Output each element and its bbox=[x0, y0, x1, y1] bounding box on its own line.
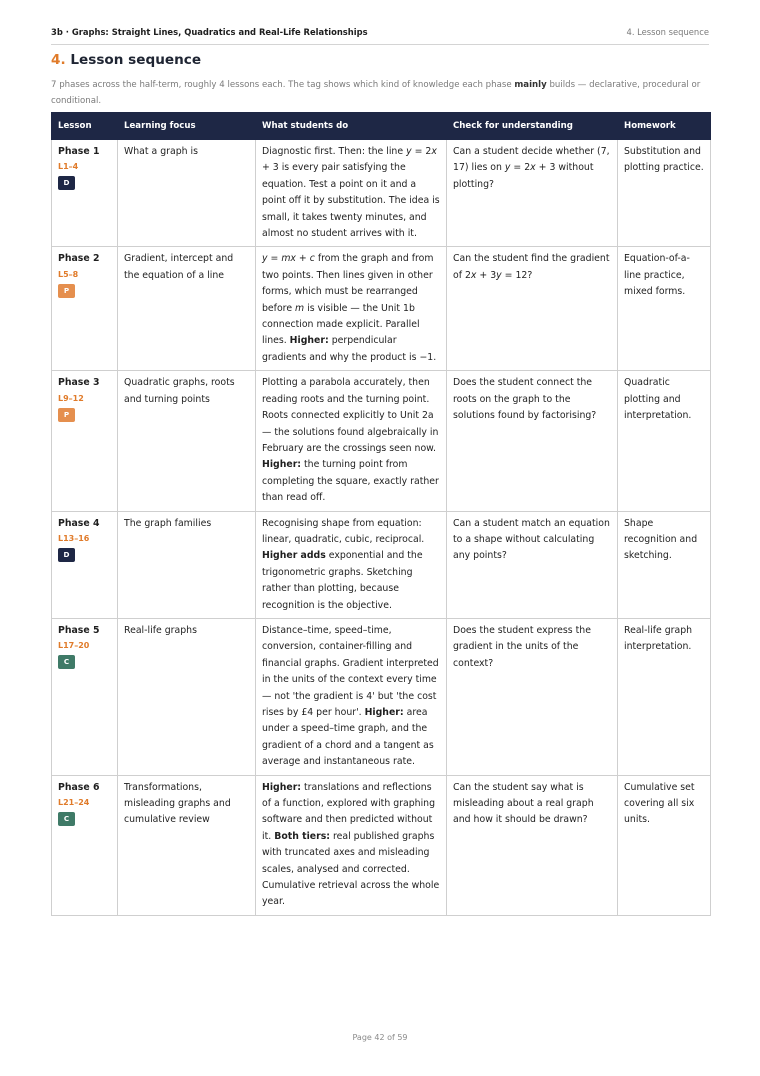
homework-cell: Cumulative set covering all six units. bbox=[618, 775, 711, 915]
lesson-cell bbox=[52, 371, 118, 511]
table-row bbox=[52, 371, 711, 511]
knowledge-tag: C bbox=[58, 812, 75, 826]
table-row bbox=[52, 247, 711, 371]
activity-cell: Diagnostic first. Then: the line y = 2x + 3 is every pair satisfying the equation. Test a point on it and a point off it by substitution. The idea is small, it takes twenty minutes, and almost no student arrives with it. bbox=[256, 140, 447, 247]
phase-lessons: L5–8 bbox=[58, 269, 79, 279]
homework-cell: Real-life graph interpretation. bbox=[618, 618, 711, 775]
column-header-homework: Homework bbox=[618, 113, 711, 140]
column-header-check: Check for understanding bbox=[447, 113, 618, 140]
activity-cell: Higher: translations and reflections of a function, explored with graphing software and then predicted without it. Both tiers: real published graphs with truncated axes and misleading scales, analysed and corrected. Cumulative retrieval across the whole year. bbox=[256, 775, 447, 915]
phase-name: Phase 6 bbox=[58, 781, 100, 793]
document-title: 3b · Graphs: Straight Lines, Quadratics and Real-Life Relationships bbox=[51, 27, 368, 37]
column-header-focus: Learning focus bbox=[118, 113, 256, 140]
learning-focus-cell: The graph families bbox=[118, 511, 256, 618]
column-header-lesson: Lesson bbox=[52, 113, 118, 140]
table-row bbox=[52, 140, 711, 247]
table-row bbox=[52, 775, 711, 915]
learning-focus-cell: What a graph is bbox=[118, 140, 256, 247]
phase-lessons: L9–12 bbox=[58, 393, 84, 403]
phase-name: Phase 4 bbox=[58, 517, 100, 529]
section-intro bbox=[51, 77, 711, 109]
learning-focus-cell: Quadratic graphs, roots and turning points bbox=[118, 371, 256, 511]
running-header bbox=[51, 27, 709, 45]
section-title: Lesson sequence bbox=[70, 52, 202, 68]
phase-lessons: L21–24 bbox=[58, 798, 90, 808]
lesson-cell bbox=[52, 247, 118, 371]
check-cell: Can the student say what is misleading about a real graph and how it should be drawn? bbox=[447, 775, 618, 915]
homework-cell: Quadratic plotting and interpretation. bbox=[618, 371, 711, 511]
phase-lessons: L13–16 bbox=[58, 533, 90, 543]
section-reference: 4. Lesson sequence bbox=[626, 27, 709, 37]
knowledge-tag: P bbox=[58, 284, 75, 298]
table-row bbox=[52, 618, 711, 775]
check-cell: Can the student find the gradient of 2x + 3y = 12? bbox=[447, 247, 618, 371]
activity-cell: Plotting a parabola accurately, then reading roots and the turning point. Roots connected explicitly to Unit 2a — the solutions found algebraically in February are the crossings seen now. Higher: the turning point from completing the square, exactly rather than read off. bbox=[256, 371, 447, 511]
activity-cell: Recognising shape from equation: linear, quadratic, cubic, reciprocal. Higher adds exponential and the trigonometric graphs. Sketching rather than plotting, because recognition is the objective. bbox=[256, 511, 447, 618]
phase-name: Phase 5 bbox=[58, 624, 100, 636]
learning-focus-cell: Transformations, misleading graphs and cumulative review bbox=[118, 775, 256, 915]
lesson-cell bbox=[52, 775, 118, 915]
phase-name: Phase 2 bbox=[58, 253, 100, 265]
knowledge-tag: D bbox=[58, 176, 75, 190]
homework-cell: Shape recognition and sketching. bbox=[618, 511, 711, 618]
intro-emphasis: mainly bbox=[514, 80, 547, 90]
activity-cell: Distance–time, speed–time, conversion, container-filling and financial graphs. Gradient interpreted in the units of the context every time — not 'the gradient is 4' but 'the cost rises by £4 per hour'. Higher: area under a speed–time graph, and the gradient of a chord and a tangent as average and instantaneous rate. bbox=[256, 618, 447, 775]
phase-lessons: L1–4 bbox=[58, 162, 79, 172]
knowledge-tag: C bbox=[58, 655, 75, 669]
phase-name: Phase 1 bbox=[58, 146, 100, 157]
check-cell: Does the student connect the roots on the graph to the solutions found by factorising? bbox=[447, 371, 618, 511]
knowledge-tag: P bbox=[58, 408, 75, 422]
page-number: Page 42 of 59 bbox=[352, 1033, 408, 1042]
check-cell: Does the student express the gradient in the units of the context? bbox=[447, 618, 618, 775]
lesson-cell bbox=[52, 140, 118, 247]
phase-lessons: L17–20 bbox=[58, 641, 90, 651]
learning-focus-cell: Real-life graphs bbox=[118, 618, 256, 775]
phase-name: Phase 3 bbox=[58, 377, 100, 389]
table-header-row bbox=[52, 113, 711, 140]
homework-cell: Equation-of-a-line practice, mixed forms. bbox=[618, 247, 711, 371]
section-number: 4. bbox=[51, 52, 66, 68]
learning-focus-cell: Gradient, intercept and the equation of a line bbox=[118, 247, 256, 371]
knowledge-tag: D bbox=[58, 548, 75, 562]
activity-cell: y = mx + c from the graph and from two points. Then lines given in other forms, which must be rearranged before m is visible — the Unit 1b connection made explicit. Parallel lines. Higher: perpendicular gradients and why the product is −1. bbox=[256, 247, 447, 371]
homework-cell: Substitution and plotting practice. bbox=[618, 140, 711, 247]
table-row bbox=[52, 511, 711, 618]
check-cell: Can a student match an equation to a shape without calculating any points? bbox=[447, 511, 618, 618]
column-header-activity: What students do bbox=[256, 113, 447, 140]
lesson-cell bbox=[52, 618, 118, 775]
intro-text-end: builds — declarative, procedural or conditional. bbox=[51, 80, 701, 106]
lesson-sequence-table bbox=[51, 112, 711, 916]
intro-text: 7 phases across the half-term, roughly 4 lessons each. The tag shows which kind of knowledge each phase bbox=[51, 80, 515, 90]
lesson-cell bbox=[52, 511, 118, 618]
check-cell: Can a student decide whether (7, 17) lies on y = 2x + 3 without plotting? bbox=[447, 140, 618, 247]
section-heading bbox=[51, 52, 201, 68]
